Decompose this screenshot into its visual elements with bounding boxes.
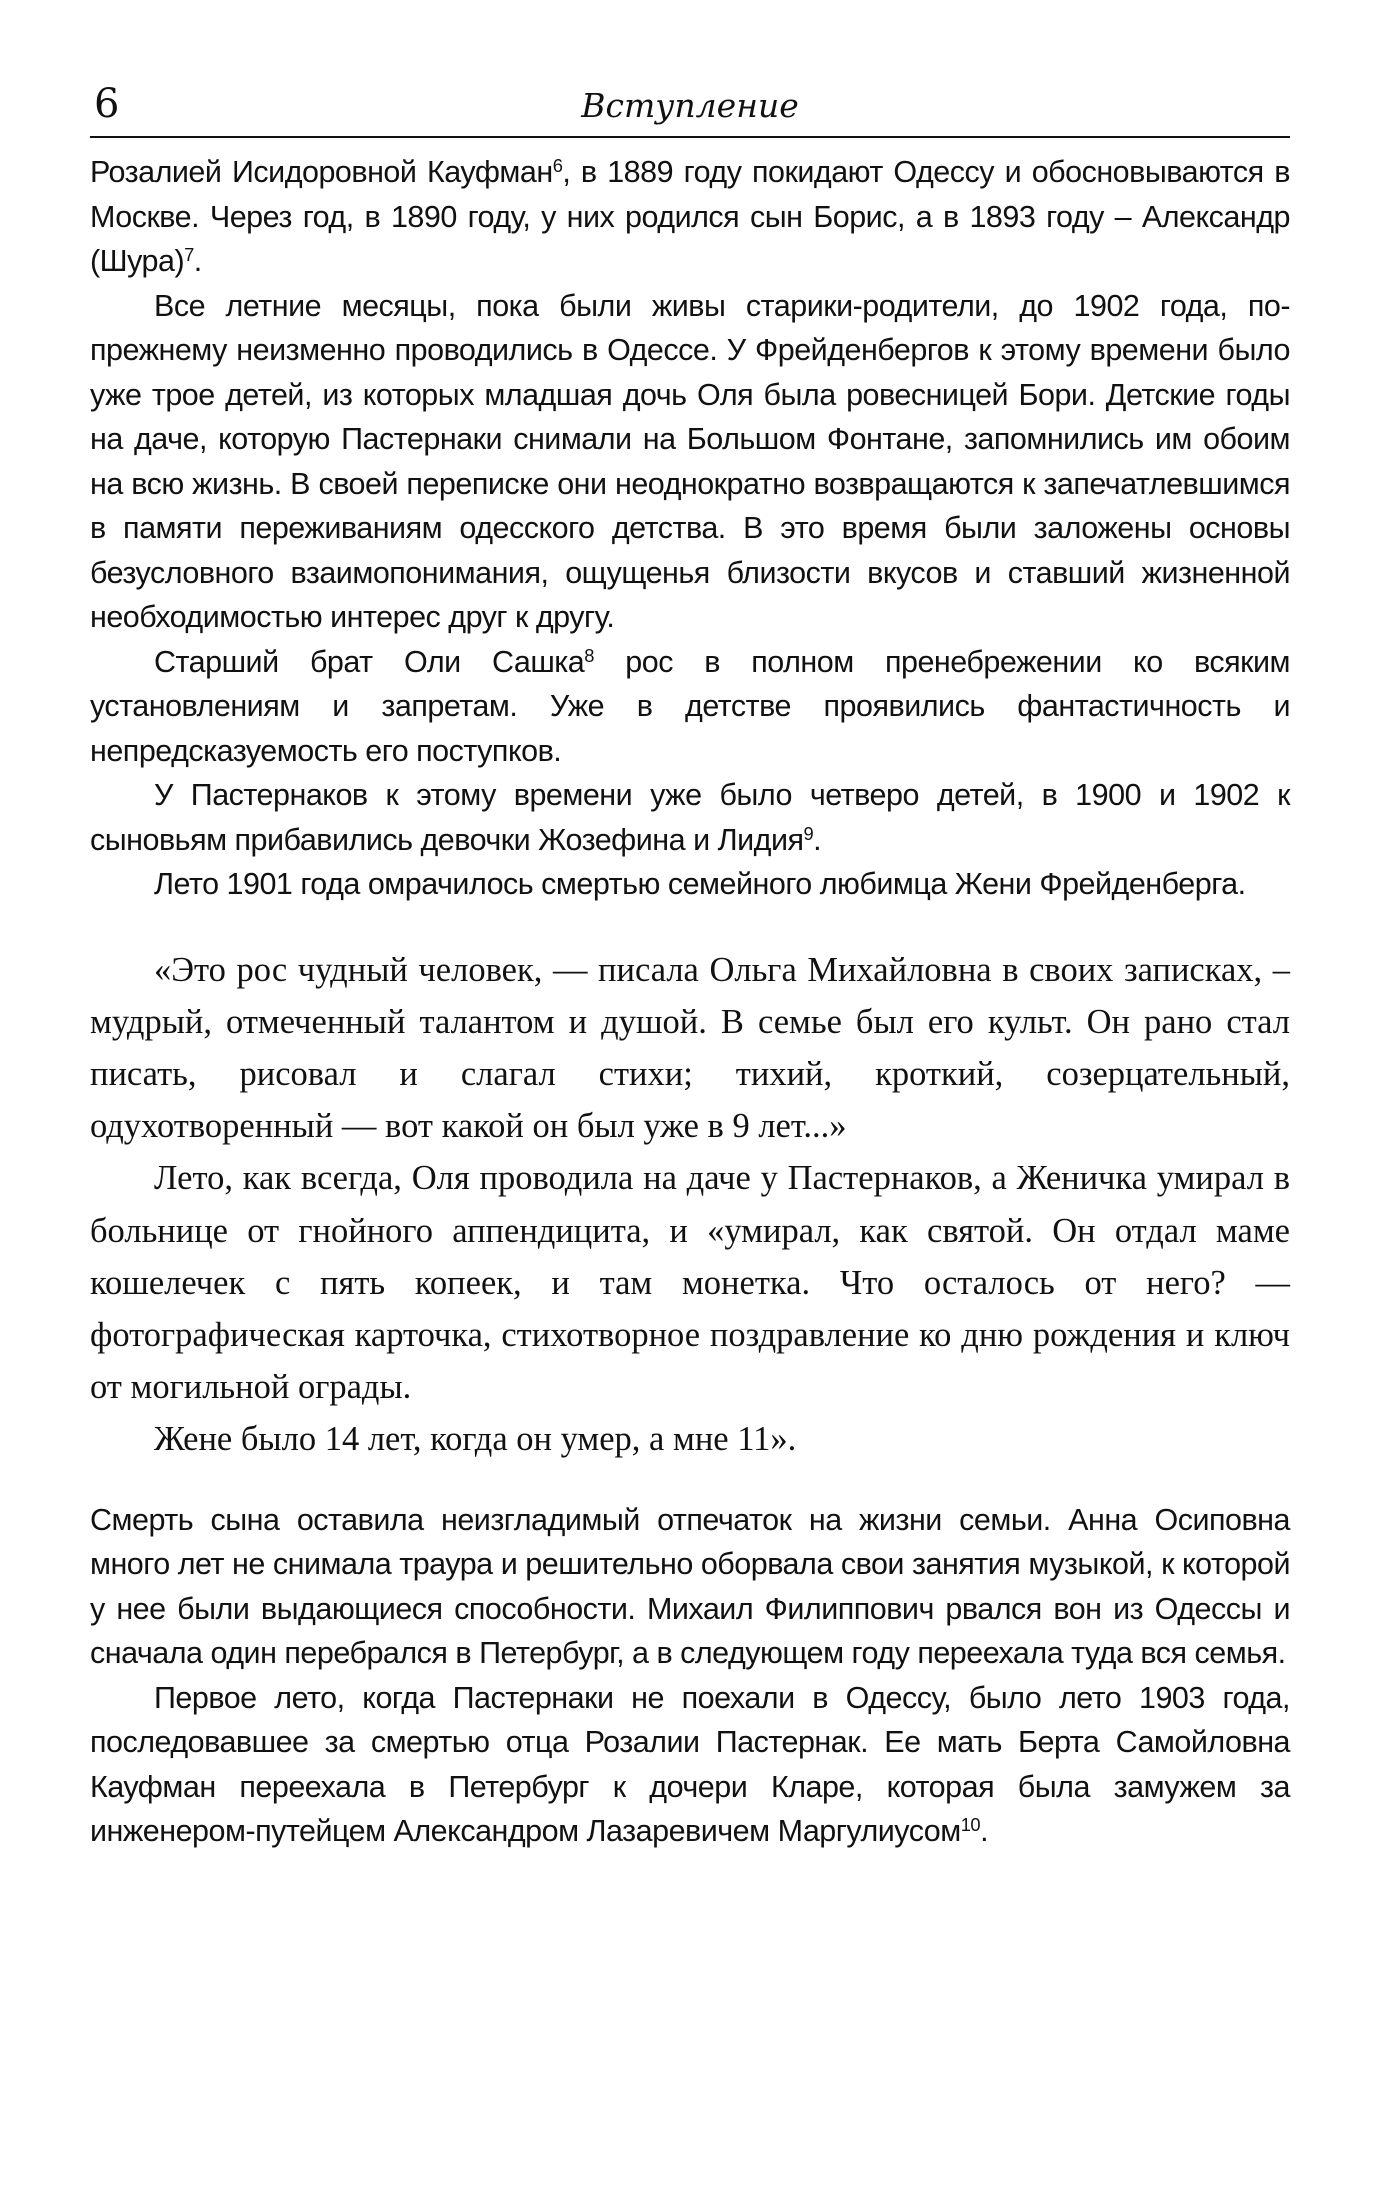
footnote-marker: 10 xyxy=(960,1813,981,1835)
footnote-marker: 7 xyxy=(184,243,194,265)
page-body xyxy=(90,150,1290,1854)
text-run: Розалией Исидоровной Кауфман xyxy=(90,155,553,189)
footnote-marker: 6 xyxy=(552,154,563,176)
text-run: «Это рос чудный человек, — писала Ольга Михайловна в своих записках, – мудрый, отмеченный талантом и душой. В семье был его культ. Он рано стал писать, рисовал и слагал стихи; тихий, кроткий, созерцательный, одухотворенный — вот какой он был уже в 9 лет...» xyxy=(90,950,1290,1146)
body-paragraph xyxy=(90,1676,1290,1854)
text-run: . xyxy=(980,1814,989,1849)
quote-paragraph xyxy=(90,944,1290,1153)
body-paragraph xyxy=(90,284,1290,640)
body-paragraph xyxy=(90,640,1290,774)
book-page xyxy=(90,0,1290,2205)
text-run: рос в полном пренебрежении ко всяким установлениям и запретам. Уже в детстве проявились фантастичность и непредсказуемость его поступков. xyxy=(90,644,1291,768)
footnote-marker: 9 xyxy=(803,822,814,844)
text-run: Смерть сына оставила неизгладимый отпечаток на жизни семьи. Анна Осиповна много лет не снимала траура и решительно оборвала свои занятия музыкой, к которой у нее были выдающиеся способности. Михаил Филиппович рвался вон из Одессы и сначала один перебрался в Петербург, а в следующем году переехала туда вся семья. xyxy=(90,1502,1290,1671)
text-run: Лето, как всегда, Оля проводила на даче у Пастернаков, а Женичка умирал в больнице от гнойного аппендицита, и «умирал, как святой. Он отдал маме кошелечек с пять копеек, и там монетка. Что осталось от него? — фотографическая карточка, стихотворное поздравление ко дню рождения и ключ от могильной ограды. xyxy=(90,1159,1290,1407)
text-run: Жене было 14 лет, когда он умер, а мне 11». xyxy=(154,1420,797,1459)
text-run: Первое лето, когда Пастернаки не поехали в Одессу, было лето 1903 года, последовавшее за смертью отца Розалии Пастернак. Ее мать Берта Самойловна Кауфман переехала в Петербург к дочери Кларе, которая была замужем за инженером-путейцем Александром Лазаревичем Маргулиусом xyxy=(90,1680,1290,1849)
quote-paragraph xyxy=(90,1152,1290,1413)
text-run: У Пастернаков к этому времени уже было четверо детей, в 1900 и 1902 к сыновьям прибавились девочки Жозефина и Лидия xyxy=(90,778,1290,857)
text-run: Все летние месяцы, пока были живы старики-родители, до 1902 года, по-прежнему неизменно проводились в Одессе. У Фрейденбергов к этому времени было уже трое детей, из которых младшая дочь Оля была ровесницей Бори. Детские годы на даче, которую Пастернаки снимали на Большом Фонтане, запомнились им обоим на всю жизнь. В своей переписке они неоднократно возвращаются к запечатлевшимся в памяти переживаниям одесского детства. В это время были заложены основы безусловного взаимопонимания, ощущенья близости вкусов и ставший жизненной необходимостью интерес друг к другу. xyxy=(90,288,1290,634)
text-run: Лето 1901 года омрачилось смертью семейного любимца Жени Фрейденберга. xyxy=(154,867,1246,901)
quote-paragraph xyxy=(90,1413,1290,1465)
continued-text xyxy=(90,1498,1290,1854)
footnote-marker: 8 xyxy=(584,644,594,666)
body-paragraph xyxy=(90,773,1290,862)
quotation-block xyxy=(90,944,1290,1466)
page-number: 6 xyxy=(94,81,120,127)
text-run: . xyxy=(193,244,202,278)
text-run: Старший брат Оли Сашка xyxy=(154,644,585,679)
text-run: . xyxy=(813,822,822,857)
body-paragraph xyxy=(90,1498,1290,1676)
main-text xyxy=(90,150,1290,907)
text-run: , в 1889 году покидают Одессу и обосновываются в Москве. Через год, в 1890 году, у них родился сын Борис, а в 1893 году – Александр (Шура) xyxy=(90,155,1290,278)
body-paragraph xyxy=(90,862,1290,907)
body-paragraph xyxy=(90,150,1290,284)
page-header xyxy=(90,78,1290,138)
running-title: Вступление xyxy=(581,86,799,125)
